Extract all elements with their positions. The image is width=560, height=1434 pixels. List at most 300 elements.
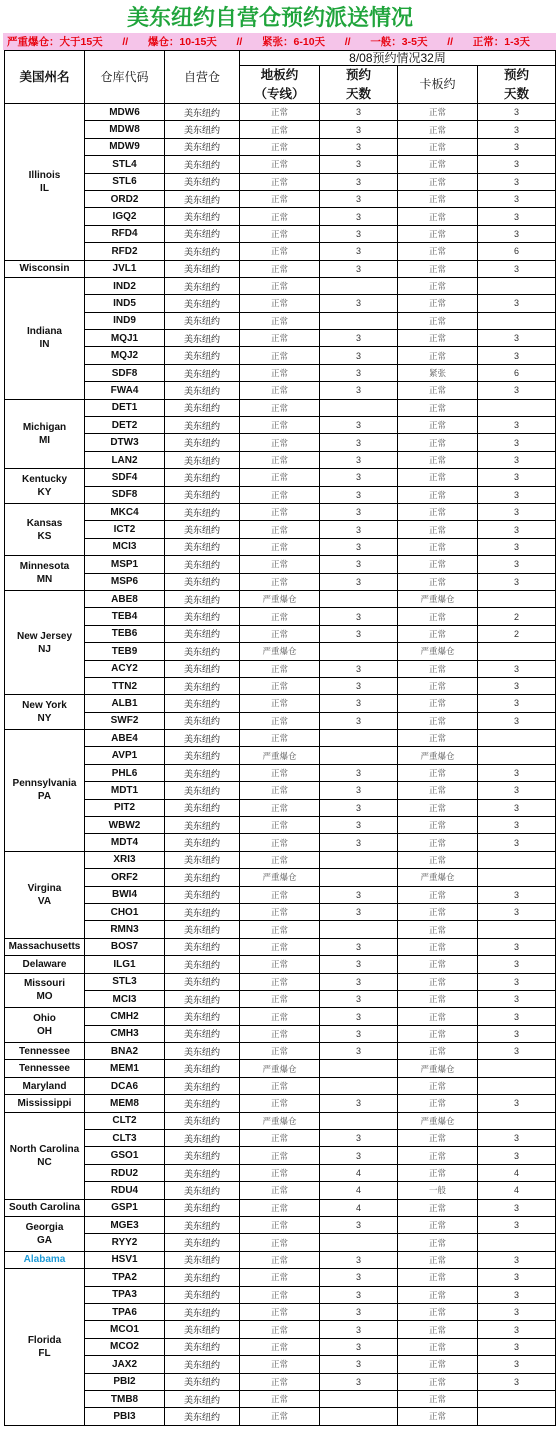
state-abbr: OH [37,1026,52,1038]
pallet-status: 严重爆仓 [398,869,478,886]
legend-separator: // [236,35,243,48]
pallet-status: 正常 [398,1147,478,1164]
pallet-status: 正常 [398,1321,478,1338]
warehouse-code: MEM1 [85,1060,165,1077]
warehouse-name: 美东纽约 [165,1391,240,1408]
state-cell [4,1043,85,1060]
pallet-status: 正常 [398,417,478,434]
floor-status: 正常 [240,1287,320,1304]
warehouse-name: 美东纽约 [165,1287,240,1304]
floor-days: 3 [320,574,398,591]
floor-status: 正常 [240,1147,320,1164]
pallet-days [478,278,556,295]
warehouse-code: IND2 [85,278,165,295]
floor-status: 正常 [240,382,320,399]
state-abbr: MI [38,434,51,446]
warehouse-name: 美东纽约 [165,1374,240,1391]
pallet-days: 3 [478,904,556,921]
pallet-status: 正常 [398,1008,478,1025]
warehouse-code: TEB9 [85,643,165,660]
legend-item-average: 一般：3-5天 [370,36,428,48]
pallet-days: 3 [478,1095,556,1112]
pallet-days: 3 [478,139,556,156]
pallet-status: 正常 [398,1200,478,1217]
state-name: Kentucky [21,474,67,486]
pallet-days: 3 [478,174,556,191]
state-abbr: PA [37,791,52,803]
warehouse-code: ACY2 [85,661,165,678]
state-cell [4,400,85,470]
header-warehouse-label: 自营仓 [183,69,220,84]
pallet-days [478,1391,556,1408]
floor-days: 3 [320,521,398,538]
floor-days [320,313,398,330]
floor-status: 正常 [240,695,320,712]
warehouse-code: SWF2 [85,713,165,730]
warehouse-code: TPA2 [85,1269,165,1286]
floor-days: 3 [320,382,398,399]
floor-status: 正常 [240,1095,320,1112]
floor-status: 正常 [240,661,320,678]
floor-status: 正常 [240,1339,320,1356]
state-name: Tennessee [19,1045,70,1057]
floor-days [320,747,398,764]
legend-separator: // [344,35,351,48]
warehouse-code: MKC4 [85,504,165,521]
pallet-days: 4 [478,1165,556,1182]
floor-status: 正常 [240,730,320,747]
pallet-days: 3 [478,1269,556,1286]
pallet-status: 正常 [398,730,478,747]
floor-days: 3 [320,782,398,799]
warehouse-name: 美东纽约 [165,313,240,330]
floor-status: 正常 [240,1130,320,1147]
state-name: Missouri [23,978,66,990]
state-cell [4,1113,85,1200]
header-floor-line1: 地板约 [260,67,299,82]
legend-item-normal: 正常：1-3天 [472,36,530,48]
floor-status: 正常 [240,974,320,991]
pallet-status: 正常 [398,713,478,730]
state-cell [4,556,85,591]
warehouse-name: 美东纽约 [165,695,240,712]
legend-separator: // [447,35,454,48]
legend-item-overload: 爆仓：10-15天 [147,36,217,48]
warehouse-code: PBI2 [85,1374,165,1391]
pallet-status: 正常 [398,226,478,243]
warehouse-name: 美东纽约 [165,295,240,312]
warehouse-code: TEB4 [85,608,165,625]
warehouse-code: CLT2 [85,1113,165,1130]
warehouse-code: ILG1 [85,956,165,973]
pallet-status: 正常 [398,834,478,851]
pallet-status: 正常 [398,139,478,156]
state-cell [4,261,85,278]
pallet-status: 正常 [398,330,478,347]
pallet-days: 3 [478,121,556,138]
floor-status: 正常 [240,139,320,156]
warehouse-code: MCO2 [85,1339,165,1356]
warehouse-name: 美东纽约 [165,1026,240,1043]
pallet-days: 3 [478,1008,556,1025]
floor-status: 严重爆仓 [240,747,320,764]
floor-days: 3 [320,626,398,643]
warehouse-name: 美东纽约 [165,956,240,973]
floor-days: 3 [320,1339,398,1356]
warehouse-name: 美东纽约 [165,208,240,225]
header-floor-line2: （专线） [254,86,305,101]
floor-status: 正常 [240,313,320,330]
pallet-status: 正常 [398,695,478,712]
warehouse-name: 美东纽约 [165,1078,240,1095]
warehouse-code: ABE8 [85,591,165,608]
pallet-days: 3 [478,661,556,678]
state-cell [4,730,85,852]
floor-days [320,1234,398,1251]
warehouse-code: SDF4 [85,469,165,486]
floor-days: 3 [320,156,398,173]
header-warehouse [165,50,240,104]
pallet-status: 正常 [398,661,478,678]
floor-status: 严重爆仓 [240,643,320,660]
pallet-status: 正常 [398,1165,478,1182]
pallet-days: 3 [478,782,556,799]
state-name: Tennessee [19,1063,70,1075]
warehouse-code: CLT3 [85,1130,165,1147]
pallet-status: 正常 [398,261,478,278]
warehouse-code: MGE3 [85,1217,165,1234]
floor-days: 3 [320,539,398,556]
pallet-days: 3 [478,452,556,469]
pallet-status: 正常 [398,487,478,504]
pallet-status: 正常 [398,1252,478,1269]
warehouse-name: 美东纽约 [165,1043,240,1060]
floor-days [320,1408,398,1425]
floor-days: 4 [320,1165,398,1182]
floor-status: 正常 [240,1408,320,1425]
floor-days: 3 [320,347,398,364]
warehouse-name: 美东纽约 [165,1339,240,1356]
warehouse-name: 美东纽约 [165,226,240,243]
pallet-days: 3 [478,1147,556,1164]
pallet-status: 正常 [398,1356,478,1373]
warehouse-code: LAN2 [85,452,165,469]
state-cell [4,956,85,973]
pallet-days: 3 [478,1217,556,1234]
state-cell [4,1078,85,1095]
header-floor-days-line2: 天数 [345,86,371,101]
floor-status: 正常 [240,1304,320,1321]
warehouse-name: 美东纽约 [165,121,240,138]
pallet-status: 正常 [398,817,478,834]
floor-status: 正常 [240,921,320,938]
warehouse-code: JAX2 [85,1356,165,1373]
warehouse-code: GSP1 [85,1200,165,1217]
warehouse-name: 美东纽约 [165,104,240,121]
pallet-days: 3 [478,1321,556,1338]
pallet-status: 正常 [398,852,478,869]
pallet-days: 4 [478,1182,556,1199]
pallet-status: 正常 [398,1287,478,1304]
pallet-days [478,747,556,764]
floor-days: 3 [320,243,398,260]
state-abbr: NY [37,713,52,725]
pallet-status: 正常 [398,400,478,417]
pallet-status: 正常 [398,191,478,208]
floor-days: 3 [320,365,398,382]
pallet-days: 3 [478,974,556,991]
floor-status: 正常 [240,1356,320,1373]
warehouse-name: 美东纽约 [165,678,240,695]
floor-status: 正常 [240,487,320,504]
state-name: Virgina [27,882,62,894]
warehouse-name: 美东纽约 [165,1200,240,1217]
warehouse-code: AVP1 [85,747,165,764]
floor-days: 3 [320,904,398,921]
warehouse-name: 美东纽约 [165,400,240,417]
header-floor-days-line1: 预约 [345,67,371,82]
pallet-status: 正常 [398,1078,478,1095]
pallet-status: 正常 [398,104,478,121]
header-week [240,50,556,66]
floor-days: 3 [320,1217,398,1234]
legend-separator: // [122,35,129,48]
header-pallet-label: 卡板约 [419,77,456,91]
warehouse-code: TPA3 [85,1287,165,1304]
warehouse-name: 美东纽约 [165,382,240,399]
pallet-status: 正常 [398,539,478,556]
warehouse-code: HSV1 [85,1252,165,1269]
legend-item-tight: 紧张：6-10天 [262,36,326,48]
floor-days: 3 [320,1252,398,1269]
warehouse-name: 美东纽约 [165,469,240,486]
warehouse-code: ABE4 [85,730,165,747]
pallet-days: 3 [478,1252,556,1269]
pallet-status: 正常 [398,904,478,921]
warehouse-code: TPA6 [85,1304,165,1321]
pallet-days: 3 [478,695,556,712]
legend-bar [3,33,556,50]
pallet-days [478,313,556,330]
pallet-status: 正常 [398,1095,478,1112]
warehouse-name: 美东纽约 [165,939,240,956]
pallet-status: 正常 [398,1217,478,1234]
warehouse-name: 美东纽约 [165,991,240,1008]
header-floor [240,66,320,104]
pallet-status: 正常 [398,1391,478,1408]
header-code [85,50,165,104]
warehouse-name: 美东纽约 [165,904,240,921]
warehouse-code: JVL1 [85,261,165,278]
pallet-status: 正常 [398,521,478,538]
warehouse-name: 美东纽约 [165,1217,240,1234]
pallet-days: 3 [478,834,556,851]
floor-days: 4 [320,1200,398,1217]
warehouse-code: IGQ2 [85,208,165,225]
pallet-status: 正常 [398,1043,478,1060]
floor-status: 正常 [240,556,320,573]
floor-days: 3 [320,800,398,817]
pallet-days: 3 [478,261,556,278]
pallet-status: 正常 [398,974,478,991]
floor-status: 正常 [240,800,320,817]
header-pallet-days [478,66,556,104]
state-abbr: MO [36,991,53,1003]
floor-days: 3 [320,295,398,312]
pallet-days: 6 [478,243,556,260]
state-cell [4,1217,85,1252]
warehouse-name: 美东纽约 [165,747,240,764]
state-cell [4,504,85,556]
pallet-days: 3 [478,1287,556,1304]
floor-days: 3 [320,695,398,712]
floor-days: 3 [320,104,398,121]
floor-days: 3 [320,434,398,451]
pallet-days: 3 [478,1026,556,1043]
pallet-days: 3 [478,713,556,730]
warehouse-name: 美东纽约 [165,191,240,208]
floor-days: 3 [320,1026,398,1043]
floor-days: 3 [320,1269,398,1286]
floor-days: 3 [320,469,398,486]
floor-status: 正常 [240,887,320,904]
pallet-status: 正常 [398,574,478,591]
pallet-status: 正常 [398,1130,478,1147]
warehouse-code: DET1 [85,400,165,417]
warehouse-name: 美东纽约 [165,608,240,625]
warehouse-code: TEB6 [85,626,165,643]
pallet-days: 3 [478,1304,556,1321]
pallet-days [478,1234,556,1251]
floor-days: 3 [320,261,398,278]
warehouse-name: 美东纽约 [165,626,240,643]
warehouse-name: 美东纽约 [165,278,240,295]
warehouse-name: 美东纽约 [165,504,240,521]
pallet-status: 正常 [398,800,478,817]
warehouse-code: GSO1 [85,1147,165,1164]
floor-status: 正常 [240,765,320,782]
warehouse-code: DET2 [85,417,165,434]
pallet-days: 3 [478,504,556,521]
floor-status: 正常 [240,713,320,730]
floor-status: 正常 [240,417,320,434]
state-name: Wisconsin [19,263,70,275]
pallet-status: 正常 [398,765,478,782]
floor-days: 3 [320,139,398,156]
warehouse-name: 美东纽约 [165,1182,240,1199]
state-name: Mississippi [17,1097,72,1109]
pallet-days: 3 [478,991,556,1008]
pallet-status: 正常 [398,347,478,364]
header-week-label: 8/08预约情况32周 [349,50,446,65]
state-name: New Jersey [16,630,73,642]
pallet-status: 正常 [398,313,478,330]
floor-status: 正常 [240,1269,320,1286]
floor-status: 正常 [240,539,320,556]
header-code-label: 仓库代码 [100,69,149,84]
state-name: Massachusetts [8,941,81,953]
pallet-days [478,400,556,417]
warehouse-code: WBW2 [85,817,165,834]
pallet-status: 严重爆仓 [398,643,478,660]
floor-days: 3 [320,504,398,521]
pallet-days [478,1113,556,1130]
state-name: South Carolina [8,1202,81,1214]
warehouse-name: 美东纽约 [165,417,240,434]
floor-days [320,921,398,938]
warehouse-code: PBI3 [85,1408,165,1425]
state-name: Florida [27,1334,62,1346]
floor-status: 正常 [240,678,320,695]
state-abbr: FL [38,1347,51,1359]
pallet-days [478,730,556,747]
warehouse-name: 美东纽约 [165,1321,240,1338]
pallet-days: 3 [478,800,556,817]
pallet-status: 正常 [398,1026,478,1043]
floor-days: 3 [320,226,398,243]
state-abbr: VA [37,895,52,907]
warehouse-name: 美东纽约 [165,869,240,886]
pallet-days: 3 [478,539,556,556]
pallet-status: 正常 [398,121,478,138]
floor-days: 3 [320,713,398,730]
warehouse-name: 美东纽约 [165,365,240,382]
floor-status: 正常 [240,174,320,191]
state-cell [4,1008,85,1043]
warehouse-name: 美东纽约 [165,156,240,173]
warehouse-code: CMH3 [85,1026,165,1043]
warehouse-name: 美东纽约 [165,834,240,851]
warehouse-name: 美东纽约 [165,1304,240,1321]
warehouse-code: FWA4 [85,382,165,399]
floor-status: 正常 [240,330,320,347]
pallet-status: 正常 [398,504,478,521]
floor-days: 3 [320,556,398,573]
state-cell [4,469,85,504]
floor-status: 正常 [240,1182,320,1199]
pallet-status: 正常 [398,626,478,643]
warehouse-name: 美东纽约 [165,1165,240,1182]
warehouse-code: RFD2 [85,243,165,260]
pallet-status: 正常 [398,434,478,451]
pallet-status: 严重爆仓 [398,1060,478,1077]
pallet-days [478,852,556,869]
floor-status: 正常 [240,1026,320,1043]
state-cell [4,278,85,400]
warehouse-code: MCI3 [85,539,165,556]
floor-days: 3 [320,1130,398,1147]
floor-status: 正常 [240,1043,320,1060]
floor-status: 正常 [240,1252,320,1269]
header-state-label: 美国州名 [19,69,70,84]
warehouse-code: MDW6 [85,104,165,121]
warehouse-name: 美东纽约 [165,1008,240,1025]
pallet-days [478,1060,556,1077]
pallet-status: 正常 [398,382,478,399]
state-cell [4,1269,85,1426]
warehouse-code: RDU2 [85,1165,165,1182]
pallet-days: 3 [478,382,556,399]
pallet-days [478,1078,556,1095]
warehouse-code: XRI3 [85,852,165,869]
floor-days [320,1113,398,1130]
pallet-status: 正常 [398,608,478,625]
state-name: Alabama [23,1254,66,1266]
warehouse-name: 美东纽约 [165,1130,240,1147]
floor-days: 3 [320,191,398,208]
state-name: North Carolina [9,1143,80,1155]
floor-status: 正常 [240,452,320,469]
